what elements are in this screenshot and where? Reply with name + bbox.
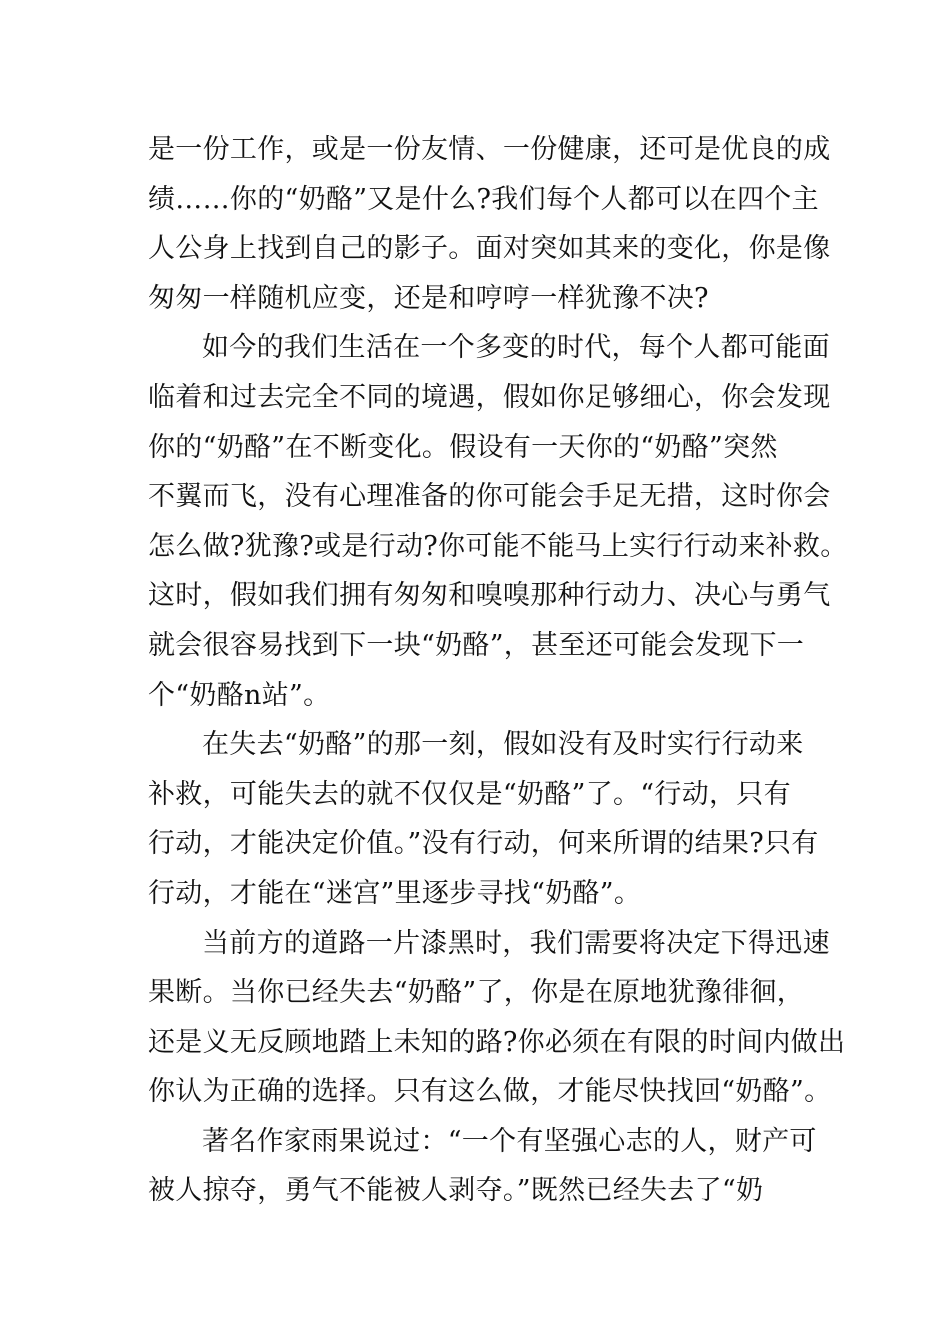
text-line: 临着和过去完全不同的境遇，假如你足够细心，你会发现 (148, 381, 831, 413)
text-line: 就会很容易找到下一块“奶酪”，甚至还可能会发现下一 (148, 629, 805, 661)
text-line: 你认为正确的选择。只有这么做，才能尽快找回“奶酪”。 (148, 1076, 832, 1108)
text-line: 匆匆一样随机应变，还是和哼哼一样犹豫不决? (148, 282, 709, 314)
paragraph-first-line: 如今的我们生活在一个多变的时代，每个人都可能面 (202, 332, 830, 364)
text-line: 被人掠夺，勇气不能被人剥夺。”既然已经失去了“奶 (148, 1175, 764, 1207)
text-line: 果断。当你已经失去“奶酪”了，你是在原地犹豫徘徊， (148, 977, 805, 1009)
text-line: 是一份工作，或是一份友情、一份健康，还可是优良的成 (148, 134, 831, 165)
text-line: 人公身上找到自己的影子。面对突如其来的变化，你是像 (148, 233, 831, 265)
paragraph-first-line: 当前方的道路一片漆黑时，我们需要将决定下得迅速 (202, 927, 830, 959)
text-line: 你的“奶酪”在不断变化。假设有一天你的“奶酪”突然 (148, 431, 778, 463)
paragraph-first-line: 著名作家雨果说过：“一个有坚强心志的人，财产可 (202, 1125, 817, 1157)
body-text (148, 125, 848, 1216)
text-line: 个“奶酪n站”。 (148, 679, 331, 711)
text-line: 不翼而飞，没有心理准备的你可能会手足无措，这时你会 (148, 481, 831, 513)
text-line: 还是义无反顾地踏上未知的路?你必须在有限的时间内做出 (148, 1026, 846, 1058)
text-line: 这时，假如我们拥有匆匆和嗅嗅那种行动力、决心与勇气 (148, 580, 831, 612)
text-line: 行动，才能决定价值。”没有行动，何来所谓的结果?只有 (148, 828, 819, 860)
text-line: 补救，可能失去的就不仅仅是“奶酪”了。“行动，只有 (148, 778, 791, 810)
paragraph-first-line: 在失去“奶酪”的那一刻，假如没有及时实行行动来 (202, 729, 804, 761)
text-line: 绩……你的“奶酪”又是什么?我们每个人都可以在四个主 (148, 183, 819, 215)
text-line: 行动，才能在“迷宫”里逐步寻找“奶酪”。 (148, 877, 642, 909)
text-line: 怎么做?犹豫?或是行动?你可能不能马上实行行动来补救。 (148, 530, 848, 562)
